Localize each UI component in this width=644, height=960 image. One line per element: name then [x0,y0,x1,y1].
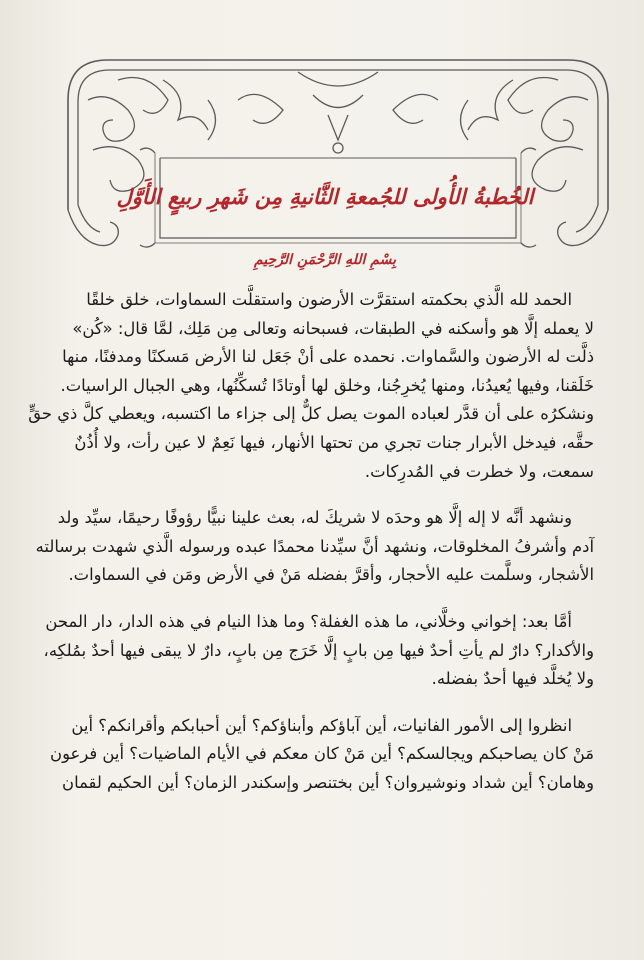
text-line: أمَّا بعد: إخواني وخلَّاني، ما هذه الغفلة؟ وما هذا النيام في هذه الدار، دار المحن [45,611,572,631]
text-line: وهامان؟ أين شداد ونوشيروان؟ أين بختنصر وإسكندر الزمان؟ أين الحكيم لقمان [62,772,594,792]
text-line: والأكدار؟ دارٌ لم يأتِ أحدٌ فيها مِن بابٍ إلَّا خَرَج مِن بابٍ، دارٌ لا يبقى فيها أحدٌ بمُلكِه، [43,640,594,660]
text-line: ونشهد أنَّه لا إله إلَّا هو وحدَه لا شريكَ له، بعث علينا نبيًّا رؤوفًا رحيمًا، سيِّد ولد [57,508,572,528]
sermon-title: الخُطبةُ الأُولى للجُمعةِ الثَّانيةِ مِن شَهرِ ربيعٍ الأَوَّلِ [116,183,534,209]
text-line: خَلَقنا، وفيها يُعيدُنا، ومنها يُخرِجُنا، وخلق لها أوتادًا تُسكِّنُها، وهي الجبال الراسيات. [60,375,594,395]
text-line: ذلَّت له الأرضون والسَّماوات. نحمده على أنْ جَعَل لنا الأرض مَسكنًا ومدفنًا، منها [62,347,594,367]
text-line: الحمد لله الَّذي بحكمته استقرَّت الأرضون واستقلَّت السماوات، خلق خلقًا [86,290,572,309]
text-line: انظروا إلى الأمور الفانيات، أين آباؤكم وأبناؤكم؟ أين أحبابكم وأقرانكم؟ أين [71,715,572,735]
text-line: حقَّه، فيدخل الأبرار جنات تجري من تحتها الأنهار، فيها نَعِمٌ لا عين رأت، ولا أُذُنٌ [74,432,594,452]
text-line: ونشكرُه على أن قدَّر لعباده الموت يصل كلٌّ إلى جزاء ما اكتسبه، ويعطي كلَّ ذي حقٍّ [28,404,594,424]
paragraph [28,286,594,486]
text-line: لا يعمله إلَّا هو وأسكنه في الطبقات، فسبحانه وتعالى مِن مَلِك، لمَّا قال: «كُن» [72,318,594,338]
paragraph [43,608,594,694]
basmala: بِسْمِ اللهِ الرَّحْمَنِ الرَّحِيمِ [254,252,396,268]
text-line: سمعت، ولا خطرت في المُدرِكات. [364,461,594,481]
text-line: مَنْ كان يصاحبكم ويجالسكم؟ أين مَنْ كان معكم في الأيام الماضيات؟ أين فرعون [50,744,594,764]
sermon-title-box [116,156,534,236]
text-line: الأشجار، وسلَّمت عليه الأحجار، وأقرَّ بفضله مَنْ في الأرض ومَن في السماوات. [68,565,594,585]
paragraph [35,504,594,590]
sermon-body [28,286,594,804]
text-line: آدم وأشرفُ المخلوقات، ونشهد أنَّ سيِّدنا محمدًا عبده ورسوله الَّذي شهدت برسالته [35,536,594,556]
paragraph [50,712,594,798]
text-line: ولا يُخلَّد فيها أحدٌ بفضله. [431,669,594,689]
